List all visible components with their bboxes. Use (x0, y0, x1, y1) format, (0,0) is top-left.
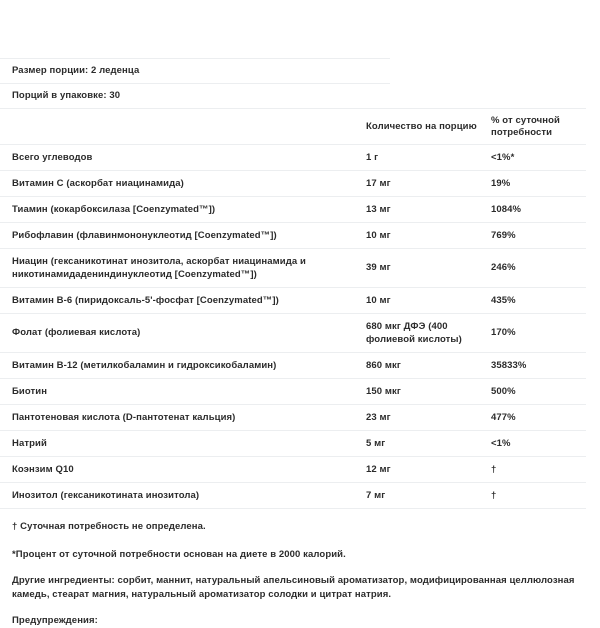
nutrient-daily-value: 1084% (491, 197, 586, 223)
nutrient-amount: 12 мг (366, 457, 491, 483)
nutrient-daily-value: 19% (491, 171, 586, 197)
nutrient-name: Витамин B-12 (метилкобаламин и гидроксикобаламин) (0, 353, 366, 379)
footnotes-section (0, 509, 600, 628)
footnote-asterisk: *Процент от суточной потребности основан на диете в 2000 калорий. (12, 548, 346, 560)
header-nutrient-name (0, 109, 366, 145)
table-row (0, 249, 586, 288)
table-row (0, 171, 586, 197)
nutrient-amount: 13 мг (366, 197, 491, 223)
nutrient-amount: 10 мг (366, 223, 491, 249)
nutrient-daily-value: 35833% (491, 353, 586, 379)
nutrient-name: Пантотеновая кислота (D-пантотенат кальция) (0, 405, 366, 431)
header-amount-per-serving: Количество на порцию (366, 109, 491, 145)
nutrient-name: Ниацин (гексаникотинат инозитола, аскорбат ниацинамида и никотинамидадениндинуклеотид [Coenzymated™]) (0, 249, 366, 288)
nutrient-name: Рибофлавин (флавинмононуклеотид [Coenzymated™]) (0, 223, 366, 249)
nutrient-daily-value: 435% (491, 288, 586, 314)
table-row (0, 145, 586, 171)
nutrient-daily-value: 246% (491, 249, 586, 288)
nutrient-daily-value: <1% (491, 431, 586, 457)
servings-per-container-text: Порций в упаковке: 30 (12, 90, 121, 101)
table-row (0, 483, 586, 509)
warnings-label: Предупреждения: (12, 615, 98, 626)
nutrient-daily-value: † (491, 483, 586, 509)
table-row (0, 314, 586, 353)
table-row (0, 288, 586, 314)
nutrient-amount: 680 мкг ДФЭ (400 фолиевой кислоты) (366, 314, 491, 353)
nutrient-amount: 23 мг (366, 405, 491, 431)
nutrient-amount: 5 мг (366, 431, 491, 457)
nutrient-daily-value: 769% (491, 223, 586, 249)
table-row (0, 223, 586, 249)
header-percent-daily-value: % от суточной потребности (491, 109, 586, 145)
nutrient-name: Всего углеводов (0, 145, 366, 171)
nutrient-name: Фолат (фолиевая кислота) (0, 314, 366, 353)
table-row (0, 353, 586, 379)
table-header-row (0, 109, 586, 145)
table-row (0, 431, 586, 457)
nutrient-amount: 860 мкг (366, 353, 491, 379)
nutrient-amount: 7 мг (366, 483, 491, 509)
nutrient-amount: 10 мг (366, 288, 491, 314)
nutrient-amount: 39 мг (366, 249, 491, 288)
nutrient-name: Инозитол (гексаникотината инозитола) (0, 483, 366, 509)
nutrient-daily-value: <1%* (491, 145, 586, 171)
table-row (0, 379, 586, 405)
footnote-dagger: † Суточная потребность не определена. (12, 521, 206, 532)
nutrient-daily-value: † (491, 457, 586, 483)
nutrient-amount: 1 г (366, 145, 491, 171)
nutrient-name: Биотин (0, 379, 366, 405)
serving-size-text: Размер порции: 2 леденца (12, 65, 140, 76)
nutrient-daily-value: 170% (491, 314, 586, 353)
nutrient-name: Витамин C (аскорбат ниацинамида) (0, 171, 366, 197)
serving-size-row (0, 58, 390, 83)
other-ingredients-text: Другие ингредиенты: сорбит, маннит, натуральный апельсиновый ароматизатор, модифицированная целлюлозная камедь, стеарат магния, натуральный ароматизатор солодки и цитрат натрия. (12, 575, 575, 600)
nutrient-name: Натрий (0, 431, 366, 457)
table-header (0, 109, 586, 145)
table-row (0, 197, 586, 223)
table-body (0, 145, 586, 509)
nutrient-name: Тиамин (кокарбоксилаза [Coenzymated™]) (0, 197, 366, 223)
nutrient-daily-value: 477% (491, 405, 586, 431)
nutrient-name: Коэнзим Q10 (0, 457, 366, 483)
servings-per-container-row (0, 83, 390, 108)
nutrient-amount: 17 мг (366, 171, 491, 197)
nutrient-name: Витамин B-6 (пиридоксаль-5'-фосфат [Coenzymated™]) (0, 288, 366, 314)
nutrient-amount: 150 мкг (366, 379, 491, 405)
nutrition-facts-table (0, 108, 586, 509)
serving-information (0, 0, 600, 108)
nutrient-daily-value: 500% (491, 379, 586, 405)
table-row (0, 457, 586, 483)
table-row (0, 405, 586, 431)
